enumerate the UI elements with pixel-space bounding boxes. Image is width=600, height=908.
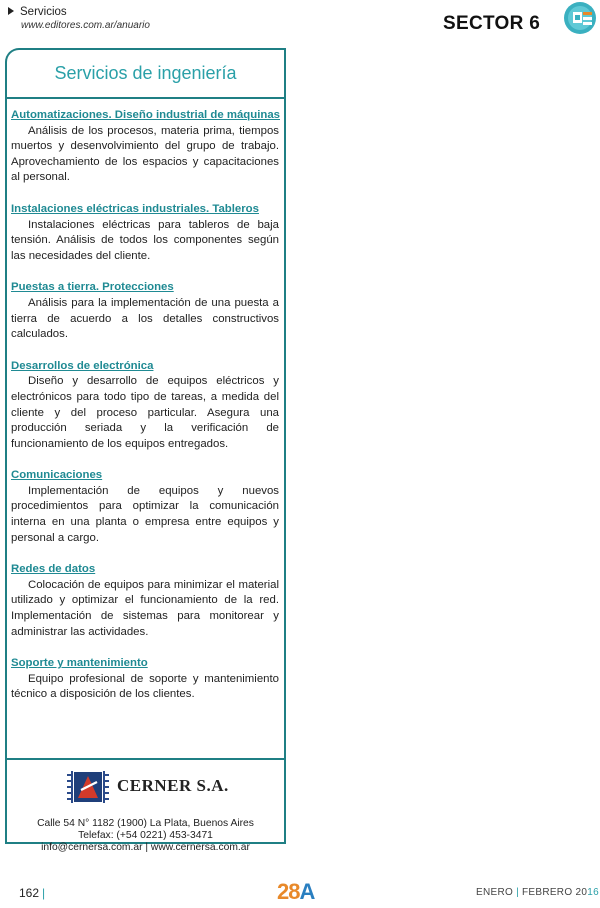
services-list	[11, 108, 279, 719]
issue-month-2: FEBRERO	[521, 887, 573, 898]
header-url[interactable]: www.editores.com.ar/anuario	[21, 20, 150, 31]
logo-number: 28	[277, 879, 300, 904]
company-name: CERNER S.A.	[117, 776, 229, 795]
issue-date: ENERO | FEBRERO 2016	[476, 887, 599, 898]
logo-letter: A	[299, 879, 315, 904]
service-item	[11, 202, 279, 264]
section-label	[8, 6, 67, 18]
service-title[interactable]: Instalaciones eléctricas industriales. Tableros	[11, 202, 259, 215]
service-title[interactable]: Puestas a tierra. Protecciones	[11, 281, 174, 294]
service-item	[11, 468, 279, 546]
page-number-value: 162	[19, 886, 40, 900]
triangle-right-icon	[8, 7, 14, 15]
service-title[interactable]: Desarrollos de electrónica	[11, 359, 154, 372]
panel-title: Servicios de ingeniería	[54, 63, 237, 83]
service-item	[11, 656, 279, 703]
service-item	[11, 108, 279, 186]
service-description: Diseño y desarrollo de equipos eléctricos y electrónicos para todo tipo de tareas, a medida del cliente y del proceso particular. Asegura una producción seriada y la verificación de funcionamiento de los equipos entregados.	[11, 375, 279, 450]
service-title[interactable]: Automatizaciones. Diseño industrial de máquinas	[11, 109, 280, 121]
section-name: Servicios	[20, 6, 67, 18]
company-phone: Telefax: (+54 0221) 453-3471	[78, 830, 213, 841]
service-title[interactable]: Redes de datos	[11, 563, 96, 576]
service-description: Análisis de los procesos, materia prima, tiempos muertos y desenvolvimiento del grupo de trabajo. Aprovechamiento de los espacios y capacitaciones al personal.	[11, 124, 279, 184]
issue-year-a: 20	[575, 887, 588, 898]
service-description: Implementación de equipos y nuevos procedimientos para optimizar la comunicación interna en una planta o empresa entre equipos y personal a cargo.	[11, 484, 279, 544]
sector-badge-icon	[563, 1, 597, 35]
panel-divider	[5, 97, 286, 99]
service-item	[11, 280, 279, 342]
service-title[interactable]: Comunicaciones	[11, 469, 103, 482]
magazine-logo	[277, 879, 314, 905]
cerner-logo-icon	[67, 768, 109, 806]
service-description: Colocación de equipos para minimizar el material utilizado y optimizar el funcionamiento de la red. Implementación de sistemas para monitorear y administrar las actividades.	[11, 578, 279, 638]
service-title[interactable]: Soporte y mantenimiento	[11, 657, 148, 670]
service-item	[11, 562, 279, 640]
issue-year-b: 16	[587, 887, 599, 898]
company-contact[interactable]: info@cernersa.com.ar | www.cernersa.com.ar	[41, 842, 250, 853]
issue-month-1: ENERO	[476, 887, 514, 898]
page-number: 162 |	[19, 886, 46, 900]
service-description: Análisis para la implementación de una puesta a tierra de acuerdo a los detalles constructivos calculados.	[11, 296, 279, 341]
service-item	[11, 359, 279, 453]
panel-left-border	[5, 97, 7, 844]
service-description: Equipo profesional de soporte y mantenimiento técnico a disposición de los clientes.	[11, 672, 279, 701]
service-description: Instalaciones eléctricas para tableros de baja tensión. Análisis de todos los componentes según las necesidades del cliente.	[11, 218, 279, 262]
sector-heading: SECTOR 6	[443, 13, 541, 34]
company-address: Calle 54 N° 1182 (1900) La Plata, Buenos Aires	[37, 818, 254, 829]
